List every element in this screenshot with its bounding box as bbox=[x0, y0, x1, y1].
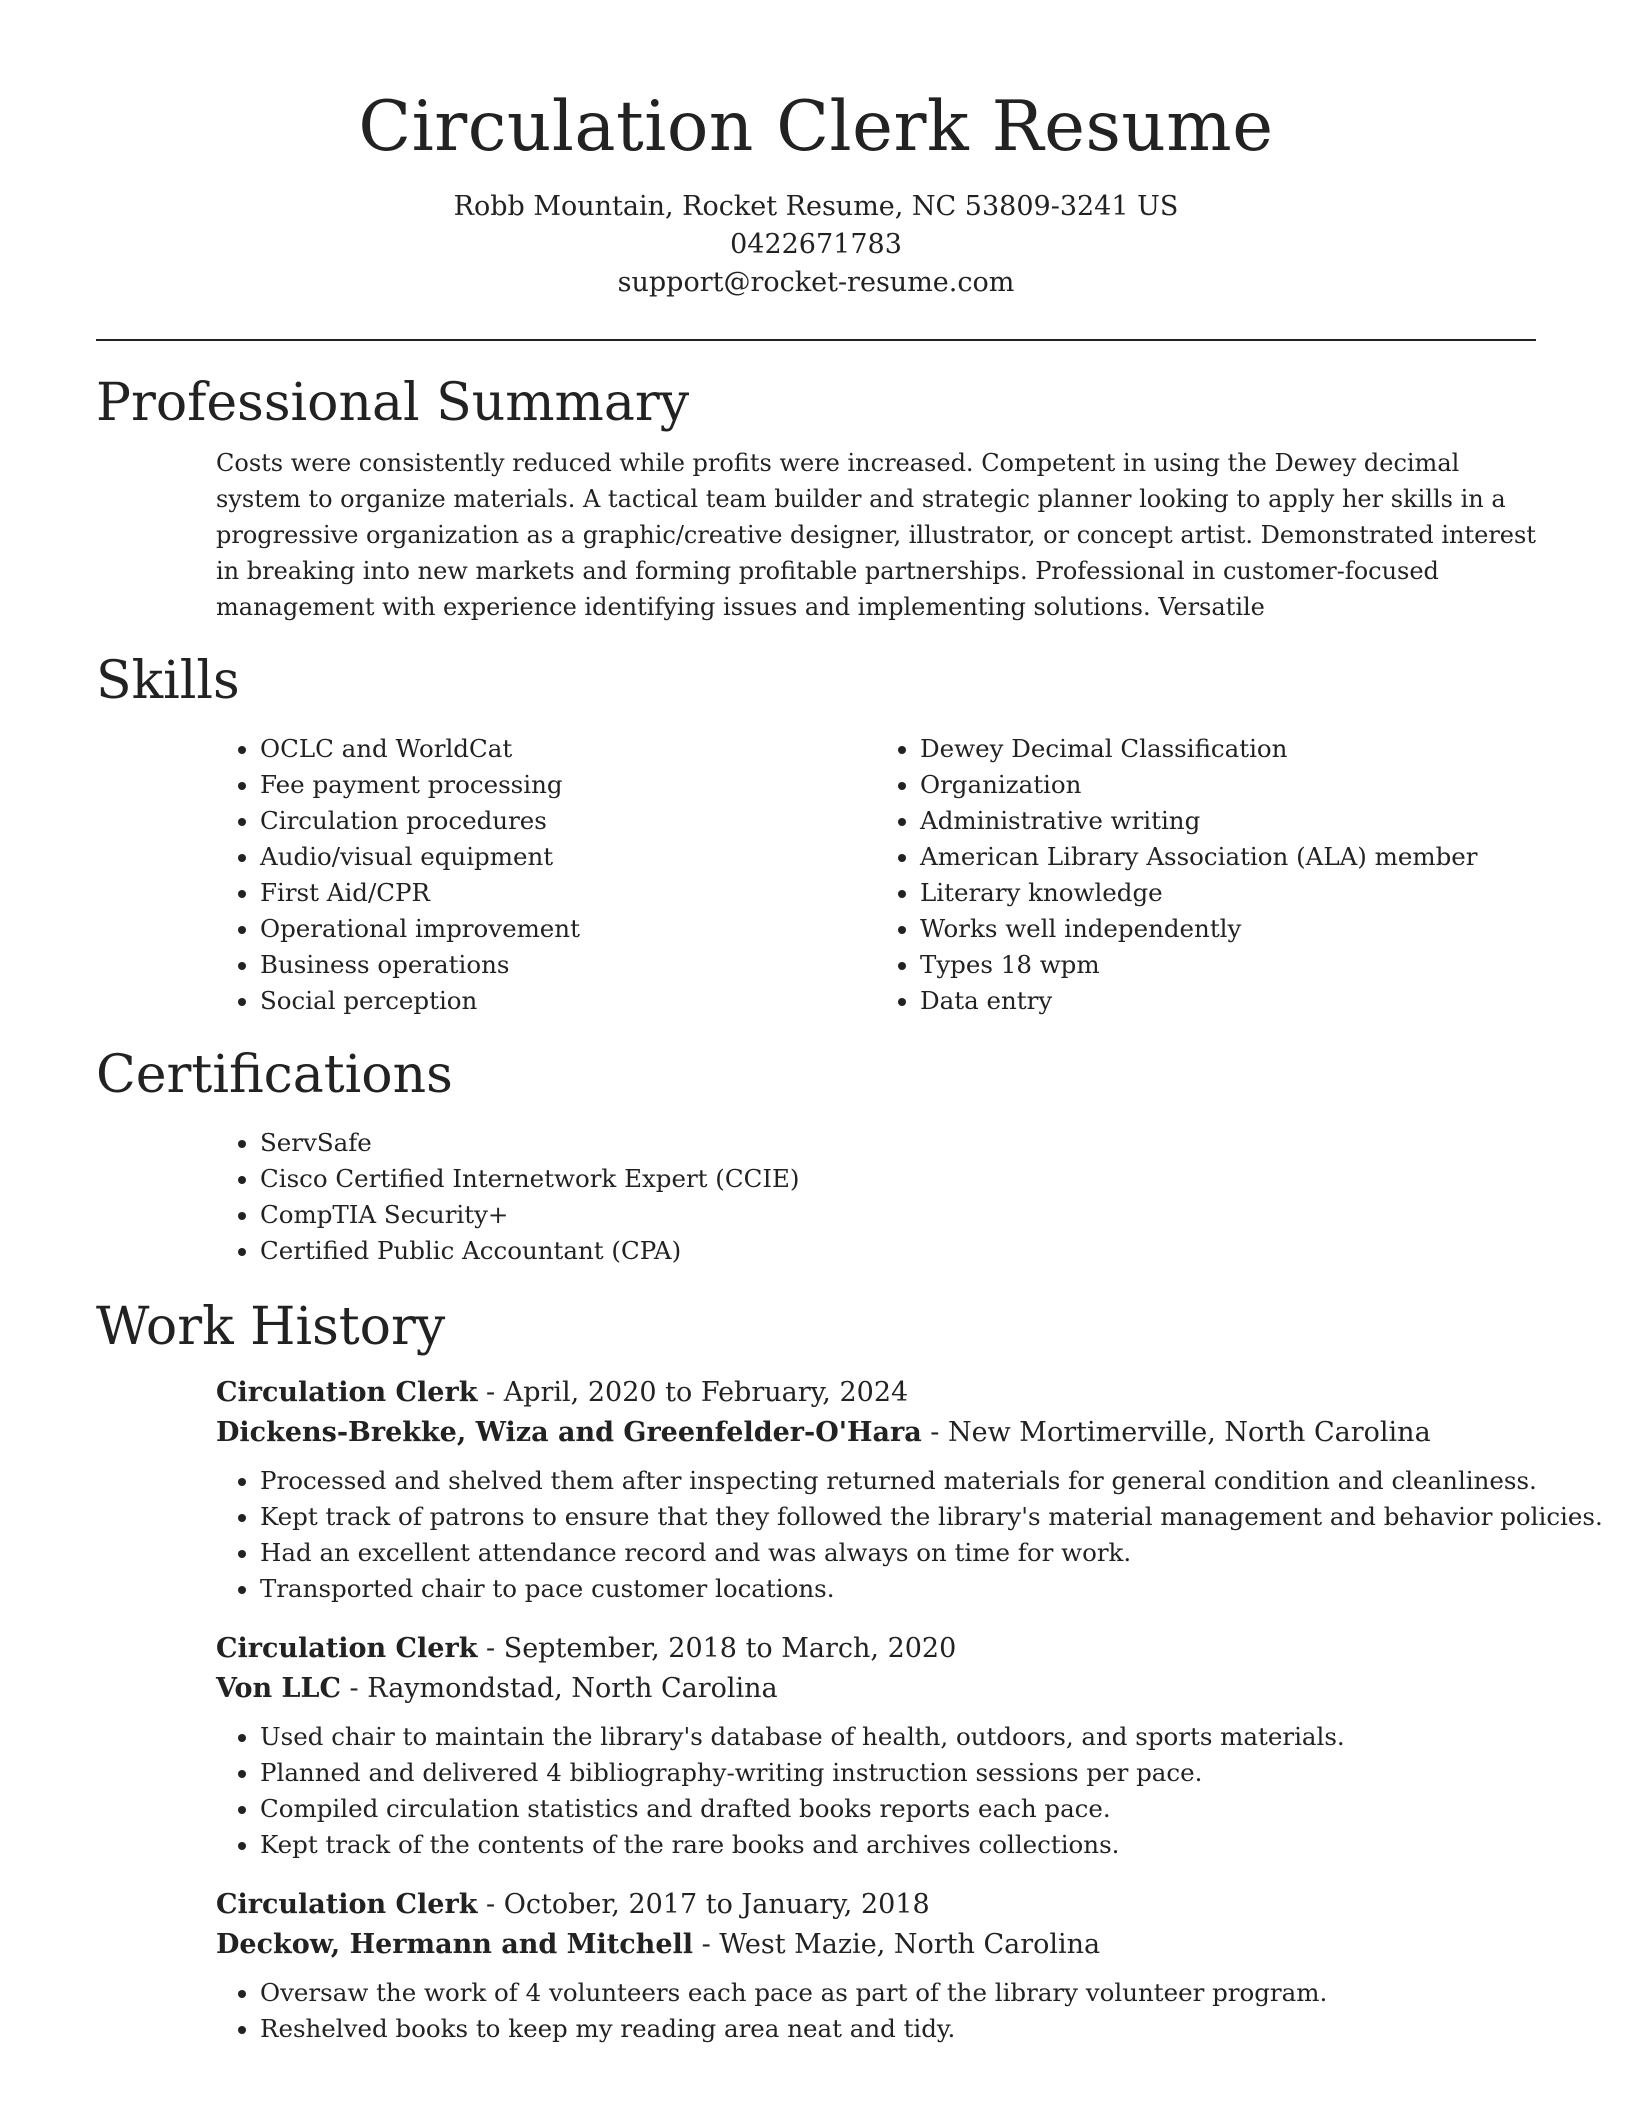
job-title-line bbox=[216, 1885, 1536, 1925]
contact-address: Robb Mountain, Rocket Resume, NC 53809-3241 US bbox=[453, 191, 1179, 222]
job-bullet: • Kept track of the contents of the rare books and archives collections. bbox=[260, 1827, 1536, 1863]
skill-item: • OCLC and WorldCat bbox=[260, 731, 876, 767]
job-bullet: • Kept track of patrons to ensure that they followed the library's material management and behavior policies. bbox=[260, 1499, 1536, 1535]
skill-item: • Fee payment processing bbox=[260, 767, 876, 803]
skill-item: • First Aid/CPR bbox=[260, 875, 876, 911]
job-bullet: • Used chair to maintain the library's database of health, outdoors, and sports materials. bbox=[260, 1719, 1536, 1755]
job-bullet: • Reshelved books to keep my reading area neat and tidy. bbox=[260, 2011, 1536, 2047]
job-entry bbox=[216, 1629, 1536, 1863]
skills-columns bbox=[216, 731, 1536, 1019]
job-location: - New Mortimerville, North Carolina bbox=[921, 1417, 1431, 1448]
contact-phone: 0422671783 bbox=[730, 229, 902, 260]
contact-email: support@rocket-resume.com bbox=[617, 267, 1015, 298]
job-bullet: • Had an excellent attendance record and was always on time for work. bbox=[260, 1535, 1536, 1571]
summary-text: Costs were consistently reduced while profits were increased. Competent in using the Dewey decimal system to organize materials. A tactical team builder and strategic planner looking to apply her skills in a progressive organization as a graphic/creative designer, illustrator, or concept artist. Demonstrated interest in breaking into new markets and forming profitable partnerships. Professional in customer-focused management with experience identifying issues and implementing solutions. Versatile bbox=[216, 449, 1536, 621]
job-entry bbox=[216, 1373, 1603, 1607]
job-location: - West Mazie, North Carolina bbox=[693, 1929, 1101, 1960]
job-dates: - October, 2017 to January, 2018 bbox=[477, 1889, 930, 1920]
job-bullets bbox=[216, 1975, 1536, 2047]
job-company: Dickens-Brekke, Wiza and Greenfelder-O'Hara bbox=[216, 1417, 922, 1448]
summary-heading: Professional Summary bbox=[96, 373, 690, 433]
job-company-line bbox=[216, 1669, 1536, 1709]
job-bullet: • Planned and delivered 4 bibliography-writing instruction sessions per pace. bbox=[260, 1755, 1536, 1791]
contact-block bbox=[0, 188, 1632, 302]
skill-item: • American Library Association (ALA) member bbox=[920, 839, 1536, 875]
skill-item: • Dewey Decimal Classification bbox=[920, 731, 1536, 767]
job-company: Von LLC bbox=[216, 1673, 341, 1704]
job-bullet: • Transported chair to pace customer locations. bbox=[260, 1571, 1536, 1607]
job-bullet: • Processed and shelved them after inspecting returned materials for general condition and cleanliness. bbox=[260, 1463, 1536, 1499]
certification-item: • CompTIA Security+ bbox=[260, 1197, 1536, 1233]
job-dates: - September, 2018 to March, 2020 bbox=[477, 1633, 957, 1664]
job-title: Circulation Clerk bbox=[216, 1377, 478, 1408]
skills-section bbox=[96, 649, 1536, 1019]
skill-item: • Operational improvement bbox=[260, 911, 876, 947]
certifications-section bbox=[96, 1043, 1536, 1269]
work-history-section bbox=[96, 1295, 1603, 2047]
skill-item: • Types 18 wpm bbox=[920, 947, 1536, 983]
certifications-heading: Certifications bbox=[96, 1045, 453, 1105]
skills-heading: Skills bbox=[96, 651, 240, 711]
jobs-list bbox=[216, 1373, 1603, 2047]
skill-item: • Business operations bbox=[260, 947, 876, 983]
certification-item: • ServSafe bbox=[260, 1125, 1536, 1161]
skill-item: • Data entry bbox=[920, 983, 1536, 1019]
summary-section bbox=[96, 371, 1536, 625]
job-title-line bbox=[216, 1629, 1536, 1669]
skills-list-right bbox=[876, 731, 1536, 1019]
job-company-line bbox=[216, 1413, 1536, 1453]
certifications-list bbox=[216, 1125, 1536, 1269]
job-title: Circulation Clerk bbox=[216, 1633, 478, 1664]
job-bullets bbox=[216, 1719, 1536, 1863]
job-title: Circulation Clerk bbox=[216, 1889, 478, 1920]
job-entry bbox=[216, 1885, 1536, 2047]
certification-item: • Cisco Certified Internetwork Expert (CCIE) bbox=[260, 1161, 1536, 1197]
job-company: Deckow, Hermann and Mitchell bbox=[216, 1929, 694, 1960]
work-history-heading: Work History bbox=[96, 1297, 446, 1357]
job-bullet: • Oversaw the work of 4 volunteers each pace as part of the library volunteer program. bbox=[260, 1975, 1536, 2011]
skills-list-left bbox=[216, 731, 876, 1019]
resume-title: Circulation Clerk Resume bbox=[358, 87, 1274, 167]
skill-item: • Audio/visual equipment bbox=[260, 839, 876, 875]
skill-item: • Works well independently bbox=[920, 911, 1536, 947]
skill-item: • Literary knowledge bbox=[920, 875, 1536, 911]
certification-item: • Certified Public Accountant (CPA) bbox=[260, 1233, 1536, 1269]
skill-item: • Organization bbox=[920, 767, 1536, 803]
skill-item: • Social perception bbox=[260, 983, 876, 1019]
job-company-line bbox=[216, 1925, 1536, 1965]
job-location: - Raymondstad, North Carolina bbox=[340, 1673, 778, 1704]
skill-item: • Circulation procedures bbox=[260, 803, 876, 839]
job-dates: - April, 2020 to February, 2024 bbox=[477, 1377, 909, 1408]
skill-item: • Administrative writing bbox=[920, 803, 1536, 839]
job-bullet: • Compiled circulation statistics and drafted books reports each pace. bbox=[260, 1791, 1536, 1827]
job-bullets bbox=[216, 1463, 1603, 1607]
header-divider bbox=[96, 339, 1536, 341]
job-title-line bbox=[216, 1373, 1536, 1413]
